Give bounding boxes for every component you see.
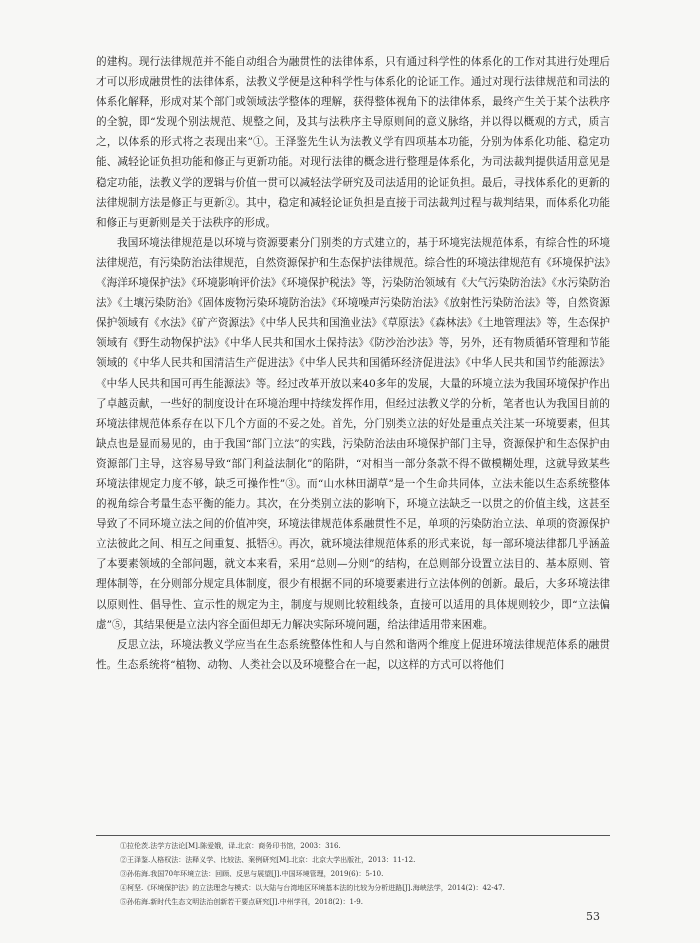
footnote-2: ②王泽鉴.人格权法：法释义学、比较法、案例研究[M].北京：北京大学出版社，2013：11-12. <box>120 856 416 865</box>
paragraph-2: 我国环境法律规范是以环境与资源要素分门别类的方式建立的，基于环境宪法规范体系，有综合性的环境法律规范，有污染防治法律规范，自然资源保护和生态保护法律规范。综合性的环境法律规范有《环境保护法》《海洋环境保护法》《环境影响评价法》《环境保护税法》等，污染防治领域有《大气污染防治法》《水污染防治法》《土壤污染防治》《固体废物污染环境防治法》《环境噪声污染防治法》《放射性污染防治法》等，自然资源保护领域有《水法》《矿产资源法》《中华人民共和国渔业法》《草原法》《森林法》《土地管理法》等，生态保护领域有《野生动物保护法》《中华人民共和国水土保持法》《防沙治沙法》等，另外，还有物质循环管理和节能领域的《中华人民共和国清洁生产促进法》《中华人民共和国循环经济促进法》《中华人民共和国节约能源法》《中华人民共和国可再生能源法》等。经过改革开放以来40多年的发展，大量的环境立法为我国环境保护作出了卓越贡献，一些好的制度设计在环境治理中持续发挥作用，但经过法教义学的分析，笔者也认为我国目前的环境法律规范体系存在以下几个方面的不妥之处。首先，分门别类立法的好处是重点关注某一环境要素，但其缺点也是显而易见的，由于我国“部门立法”的实践，污染防治法由环境保护部门主导，资源保护和生态保护由资源部门主导，这容易导致“部门利益法制化”的陷阱，“对相当一部分条款不得不做模糊处理，这就导致某些环境法律规定力度不够，缺乏可操作性”③。而“山水林田湖草”是一个生命共同体，立法未能以生态系统整体的视角综合考量生态平衡的能力。其次，在分类别立法的影响下，环境立法缺乏一以贯之的价值主线，这甚至导致了不同环境立法之间的价值冲突，环境法律规范体系融贯性不足，单项的污染防治立法、单项的资源保护立法彼此之间、相互之间重复、抵牾④。再次，就环境法律规范体系的形式来说，每一部环境法律都几乎涵盖了本要素领域的全部问题，就文本来看，采用“总则—分则”的结构，在总则部分设置立法目的、基本原则、管理体制等，在分则部分规定具体制度，很少有根据不同的环境要素进行立法体例的创新。最后，大多环境法律以原则性、倡导性、宣示性的规定为主，制度与规则比较粗线条，直接可以适用的具体规则较少，即“立法偏虚”⑤，其结果便是立法内容全面但却无力解决实际环境问题，给法律适用带来困难。 <box>96 236 610 631</box>
footnotes <box>96 835 610 909</box>
paragraph-3: 反思立法，环境法教义学应当在生态系统整体性和人与自然和谐两个维度上促进环境法律规范体系的融贯性。生态系统将“植物、动物、人类社会以及环境整合在一起，以这样的方式可以将他们 <box>96 638 610 671</box>
footnote-1: ①拉伦茨.法学方法论[M].陈爱娥，译.北京：商务印书馆，2003：316. <box>120 842 341 850</box>
body-text <box>96 52 610 675</box>
footnote-5: ⑤孙佑海.新时代生态文明法治创新若干要点研究[J].中州学刊，2018(2)：1-9. <box>120 898 363 907</box>
footnote-3: ③孙佑海.我国70年环境立法：回顾、反思与展望[J].中国环境管理，2019(6)：5-10. <box>120 870 384 879</box>
page-number: 53 <box>586 910 600 923</box>
document-page <box>96 52 610 675</box>
paragraph-1: 的建构。现行法律规范并不能自动组合为融贯性的法律体系，只有通过科学性的体系化的工作对其进行处理后才可以形成融贯性的法律体系，法教义学便是这种科学性与体系化的论证工作。通过对现行法律规范和司法的体系化解释，形成对某个部门或领域法学整体的理解，获得整体视角下的法律体系，最终产生关于某个法秩序的全貌，即“发现个别法规范、规整之间，及其与法秩序主导原则间的意义脉络，并以得以概观的方式，质言之，以体系的形式将之表现出来”①。王泽鉴先生认为法教义学有四项基本功能，分别为体系化功能、稳定功能、减轻论证负担功能和修正与更新功能。对现行法律的概念进行整理是体系化，为司法裁判提供适用意见是稳定功能，法教义学的逻辑与价值一贯可以减轻法学研究及司法适用的论证负担。最后，寻找体系化的更新的法律规制方法是修正与更新②。其中，稳定和减轻论证负担是直接于司法裁判过程与裁判结果，而体系化功能和修正与更新则是关于法秩序的形成。 <box>96 56 610 229</box>
footnote-4: ④柯坚.《环境保护法》的立法理念与模式：以大陆与台湾地区环境基本法的比较为分析进路[J].海峡法学，2014(2)：42-47. <box>120 884 505 893</box>
